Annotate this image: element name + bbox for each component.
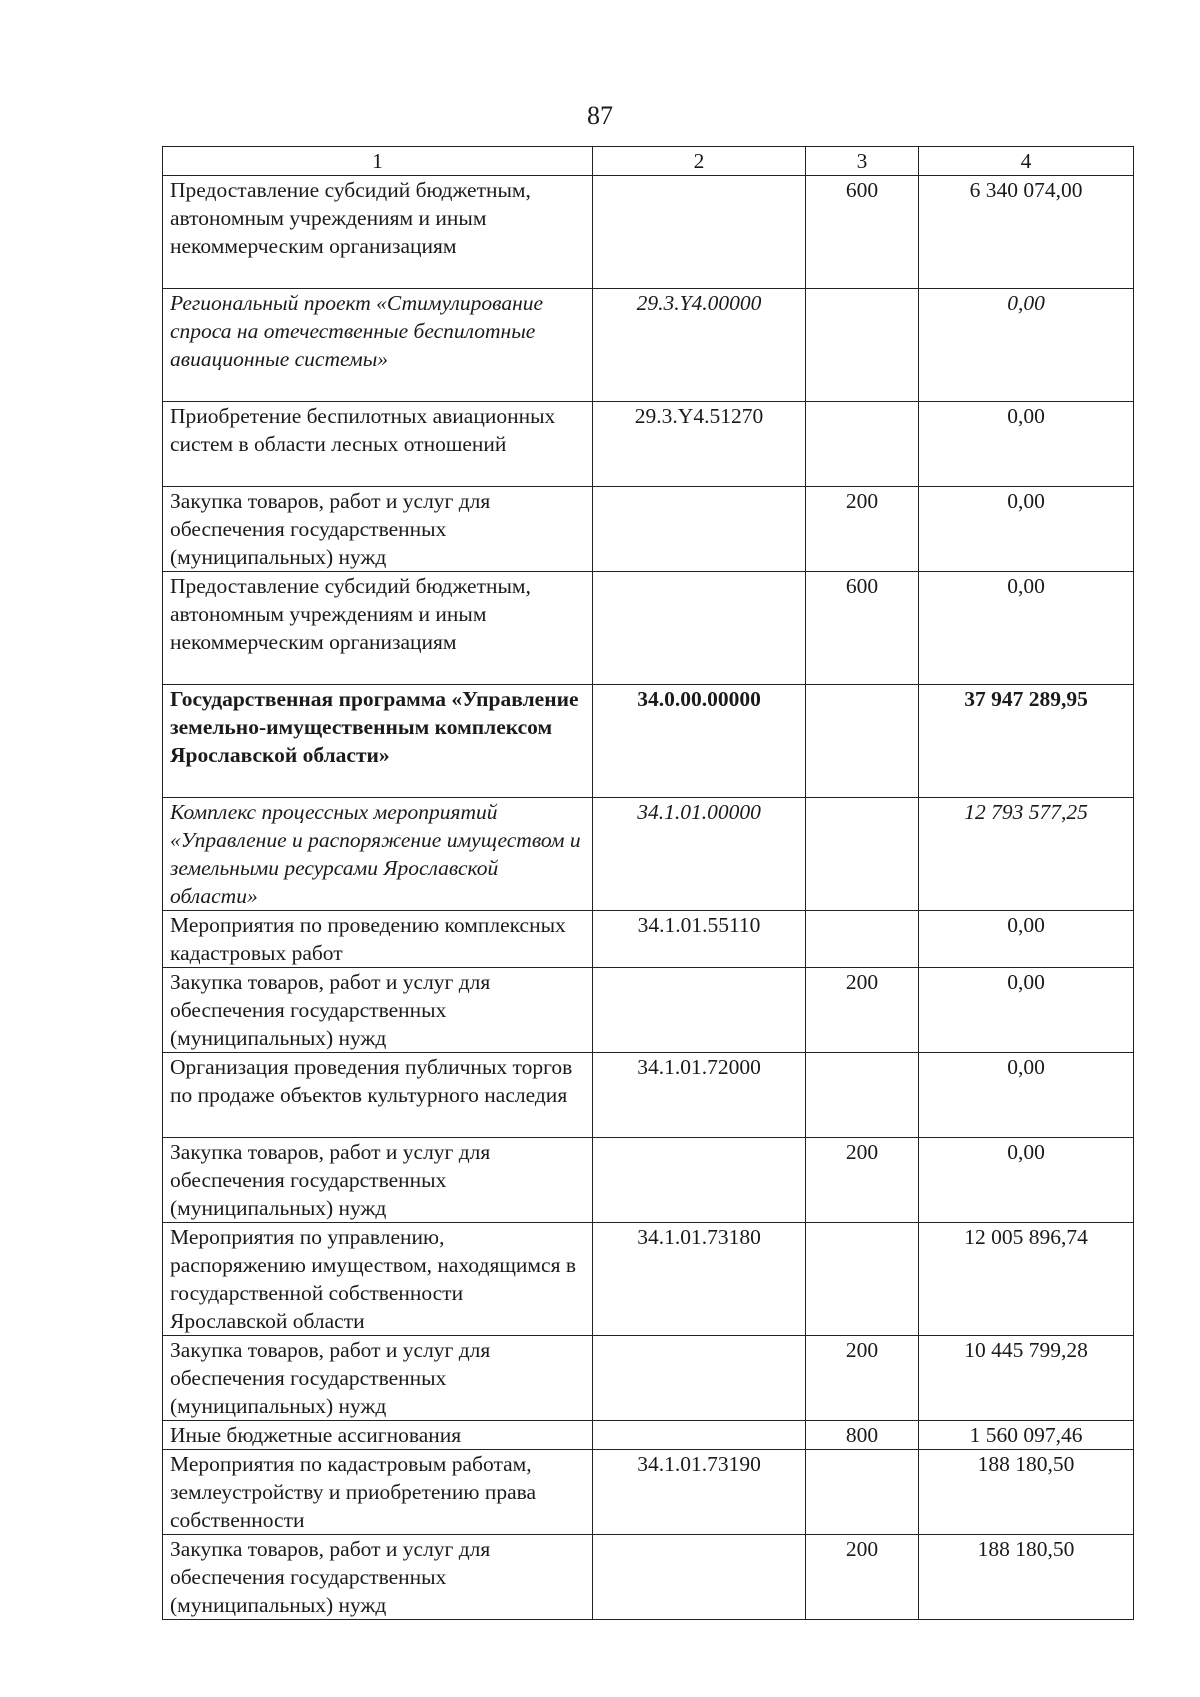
row-code: [593, 1138, 806, 1223]
row-name: Региональный проект «Стимулирование спроса на отечественные беспилотные авиационные системы»: [163, 289, 593, 402]
row-name: Закупка товаров, работ и услуг для обеспечения государственных (муниципальных) нужд: [163, 1138, 593, 1223]
row-name: Иные бюджетные ассигнования: [163, 1421, 593, 1450]
row-code: 29.3.Y4.00000: [593, 289, 806, 402]
row-expense-type: [806, 685, 919, 798]
row-amount: 0,00: [919, 1138, 1134, 1223]
row-expense-type: [806, 1223, 919, 1336]
header-col-3: 3: [806, 147, 919, 176]
row-code: [593, 1535, 806, 1620]
row-name: Приобретение беспилотных авиационных систем в области лесных отношений: [163, 402, 593, 487]
table-row: [163, 1421, 1134, 1450]
row-amount: 0,00: [919, 487, 1134, 572]
table-row: [163, 572, 1134, 685]
row-expense-type: [806, 911, 919, 968]
row-amount: 188 180,50: [919, 1450, 1134, 1535]
row-code: 34.1.01.73190: [593, 1450, 806, 1535]
header-col-1: 1: [163, 147, 593, 176]
table-row: [163, 685, 1134, 798]
header-row: [163, 147, 1134, 176]
row-expense-type: 600: [806, 176, 919, 289]
row-expense-type: 200: [806, 968, 919, 1053]
row-expense-type: [806, 798, 919, 911]
row-amount: 12 005 896,74: [919, 1223, 1134, 1336]
header-col-2: 2: [593, 147, 806, 176]
row-name: Мероприятия по кадастровым работам, землеустройству и приобретению права собственности: [163, 1450, 593, 1535]
row-name: Предоставление субсидий бюджетным, автономным учреждениям и иным некоммерческим организациям: [163, 572, 593, 685]
row-code: [593, 176, 806, 289]
row-name: Комплекс процессных мероприятий «Управление и распоряжение имуществом и земельными ресурсами Ярославской области»: [163, 798, 593, 911]
row-code: [593, 487, 806, 572]
row-amount: 0,00: [919, 911, 1134, 968]
table-row: [163, 176, 1134, 289]
row-expense-type: [806, 289, 919, 402]
row-amount: 0,00: [919, 572, 1134, 685]
table-row: [163, 798, 1134, 911]
row-amount: 6 340 074,00: [919, 176, 1134, 289]
row-amount: 1 560 097,46: [919, 1421, 1134, 1450]
row-code: [593, 968, 806, 1053]
row-amount: 37 947 289,95: [919, 685, 1134, 798]
row-expense-type: 200: [806, 1336, 919, 1421]
table-row: [163, 1535, 1134, 1620]
table-row: [163, 487, 1134, 572]
row-amount: 0,00: [919, 402, 1134, 487]
table-row: [163, 968, 1134, 1053]
row-code: [593, 572, 806, 685]
row-name: Организация проведения публичных торгов по продаже объектов культурного наследия: [163, 1053, 593, 1138]
row-expense-type: [806, 1450, 919, 1535]
row-expense-type: 800: [806, 1421, 919, 1450]
row-name: Предоставление субсидий бюджетным, автономным учреждениям и иным некоммерческим организациям: [163, 176, 593, 289]
row-expense-type: 600: [806, 572, 919, 685]
row-name: Закупка товаров, работ и услуг для обеспечения государственных (муниципальных) нужд: [163, 1535, 593, 1620]
row-amount: 10 445 799,28: [919, 1336, 1134, 1421]
table-row: [163, 1053, 1134, 1138]
row-code: [593, 1421, 806, 1450]
row-code: 29.3.Y4.51270: [593, 402, 806, 487]
table-row: [163, 289, 1134, 402]
row-code: [593, 1336, 806, 1421]
table-row: [163, 1450, 1134, 1535]
row-amount: 0,00: [919, 1053, 1134, 1138]
header-col-4: 4: [919, 147, 1134, 176]
row-name: Мероприятия по проведению комплексных кадастровых работ: [163, 911, 593, 968]
table-row: [163, 1138, 1134, 1223]
row-expense-type: 200: [806, 1138, 919, 1223]
row-expense-type: [806, 1053, 919, 1138]
row-code: 34.1.01.73180: [593, 1223, 806, 1336]
row-code: 34.0.00.00000: [593, 685, 806, 798]
row-expense-type: 200: [806, 487, 919, 572]
page-number: 87: [587, 101, 613, 130]
row-amount: 0,00: [919, 289, 1134, 402]
row-amount: 0,00: [919, 968, 1134, 1053]
table-row: [163, 1336, 1134, 1421]
row-expense-type: [806, 402, 919, 487]
row-code: 34.1.01.00000: [593, 798, 806, 911]
table-row: [163, 911, 1134, 968]
row-amount: 188 180,50: [919, 1535, 1134, 1620]
table-row: [163, 1223, 1134, 1336]
table-row: [163, 402, 1134, 487]
row-name: Закупка товаров, работ и услуг для обеспечения государственных (муниципальных) нужд: [163, 968, 593, 1053]
row-name: Мероприятия по управлению, распоряжению имуществом, находящимся в государственной собственности Ярославской области: [163, 1223, 593, 1336]
row-name: Государственная программа «Управление земельно-имущественным комплексом Ярославской области»: [163, 685, 593, 798]
row-code: 34.1.01.72000: [593, 1053, 806, 1138]
row-amount: 12 793 577,25: [919, 798, 1134, 911]
row-name: Закупка товаров, работ и услуг для обеспечения государственных (муниципальных) нужд: [163, 1336, 593, 1421]
budget-table: [162, 146, 1134, 1620]
row-expense-type: 200: [806, 1535, 919, 1620]
row-name: Закупка товаров, работ и услуг для обеспечения государственных (муниципальных) нужд: [163, 487, 593, 572]
row-code: 34.1.01.55110: [593, 911, 806, 968]
